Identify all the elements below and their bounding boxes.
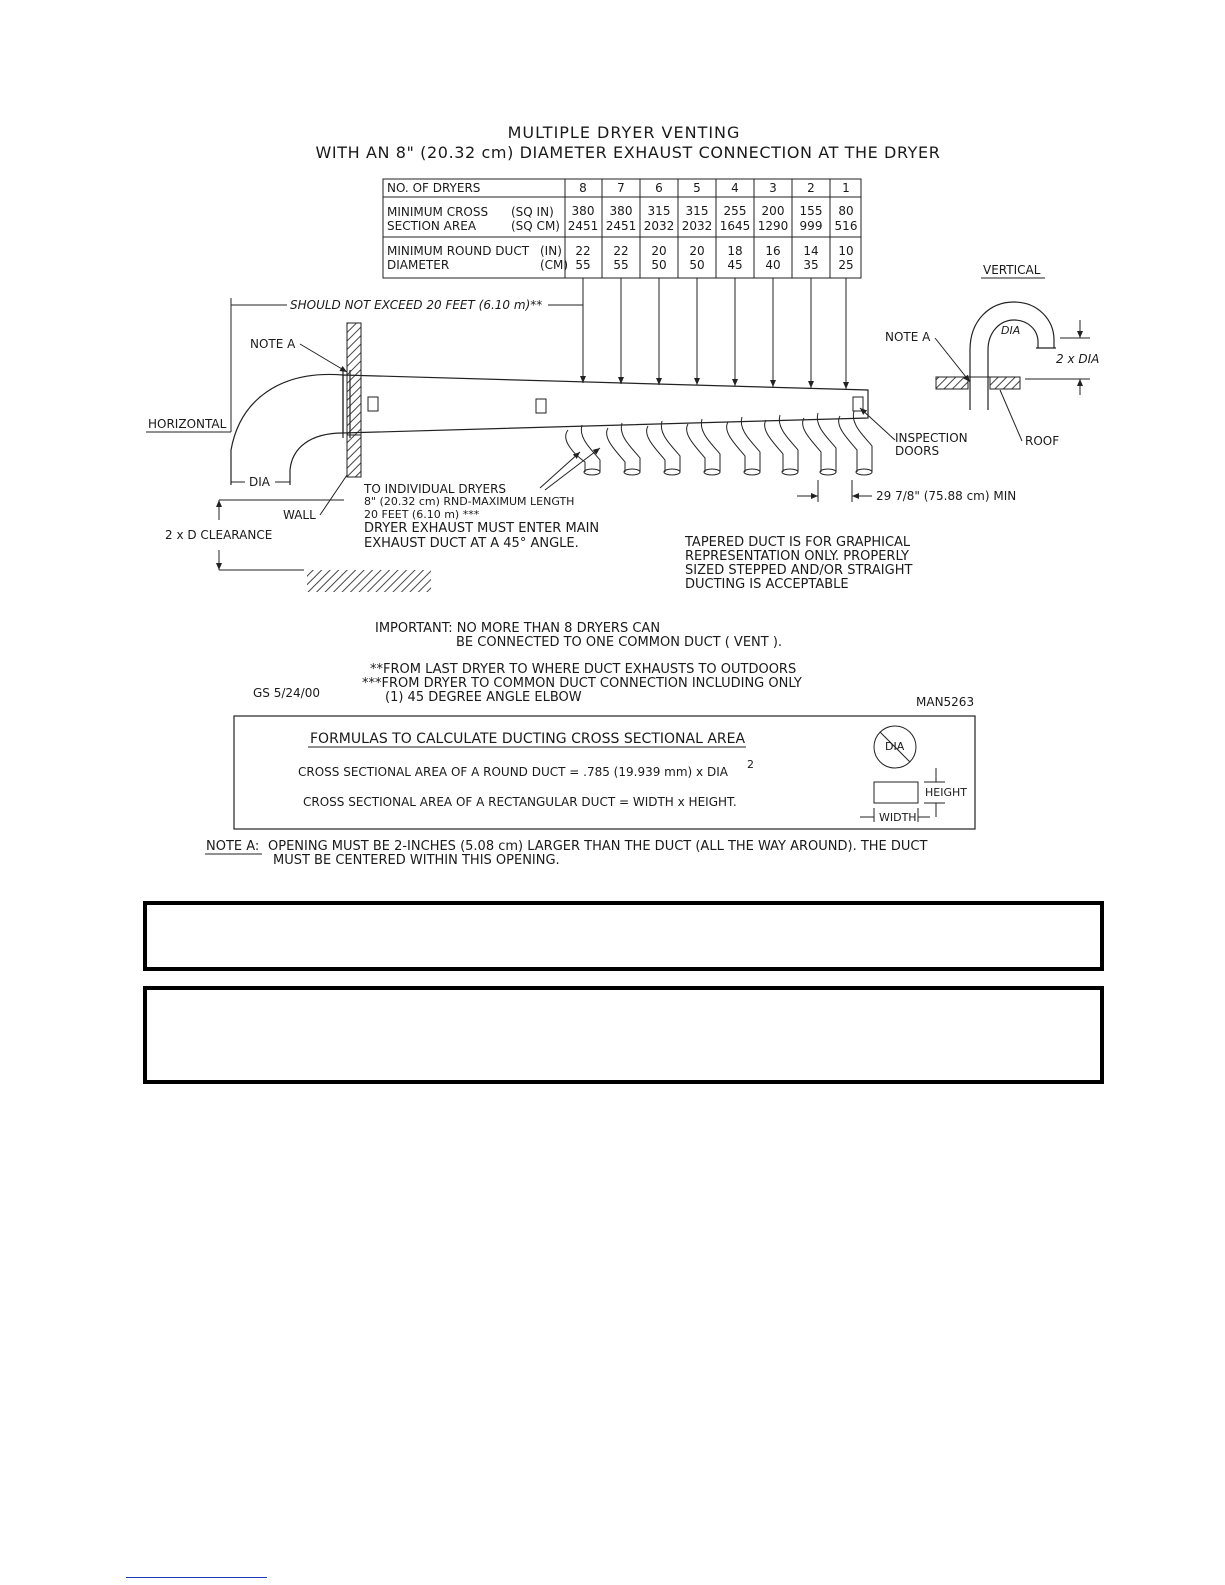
- note-a-line-2: MUST BE CENTERED WITHIN THIS OPENING.: [273, 853, 560, 868]
- dia-cm-cell: 25: [838, 258, 854, 272]
- inspection-label-2: DOORS: [895, 444, 940, 458]
- spacing-label: 29 7/8" (75.88 cm) MIN: [876, 489, 1017, 503]
- note-a-left: NOTE A: [250, 337, 296, 351]
- round-duct-formula-text: CROSS SECTIONAL AREA OF A ROUND DUCT = .785 (19.939 mm) x DIA: [298, 765, 728, 779]
- vertical-label: VERTICAL: [983, 263, 1041, 277]
- inspection-leader: [860, 408, 895, 440]
- to-dryers-line-5: EXHAUST DUCT AT A 45° ANGLE.: [364, 536, 579, 551]
- area-sq-in-cell: 155: [799, 204, 823, 218]
- floor-hatch: [307, 570, 431, 592]
- dryer-count-cell: 2: [807, 181, 815, 195]
- dia-unit-1: (IN): [540, 244, 562, 258]
- branch-ducts: [566, 411, 872, 475]
- to-dryers-line-2: 8" (20.32 cm) RND-MAXIMUM LENGTH: [364, 495, 575, 508]
- dia-cm-cell: 50: [651, 258, 667, 272]
- area-sq-in-cell: 380: [571, 204, 595, 218]
- area-sq-cm-cell: 2451: [605, 219, 637, 233]
- area-sq-cm-cell: 1645: [719, 219, 751, 233]
- tapered-line-2: REPRESENTATION ONLY. PROPERLY: [685, 549, 909, 564]
- max-length-dimension: [231, 298, 583, 432]
- dia-in-cell: 22: [613, 244, 629, 258]
- area-sq-cm-cell: 999: [799, 219, 823, 233]
- roof-left: [936, 377, 968, 389]
- formula-dia-label: DIA: [885, 740, 905, 753]
- table-header-label: NO. OF DRYERS: [387, 181, 481, 195]
- title-line-1: MULTIPLE DRYER VENTING: [507, 123, 741, 142]
- area-sq-cm-cell: 2032: [681, 219, 713, 233]
- inspection-doors: [368, 397, 863, 413]
- rect-duct-formula: CROSS SECTIONAL AREA OF A RECTANGULAR DUCT = WIDTH x HEIGHT.: [303, 795, 737, 809]
- roof-label: ROOF: [1025, 434, 1060, 448]
- area-sq-cm-cell: 516: [834, 219, 858, 233]
- round-duct-exponent: 2: [747, 758, 754, 771]
- roof-leader: [1000, 390, 1022, 441]
- roof-right: [990, 377, 1020, 389]
- empty-notice-box-2: [143, 986, 1104, 1084]
- formula-height-label: HEIGHT: [925, 786, 967, 799]
- tapered-line-4: DUCTING IS ACCEPTABLE: [685, 577, 849, 592]
- tapered-line-1: TAPERED DUCT IS FOR GRAPHICAL: [685, 535, 911, 550]
- footnote-double-star: **FROM LAST DRYER TO WHERE DUCT EXHAUSTS TO OUTDOORS: [370, 662, 797, 677]
- dia-label-1: MINIMUM ROUND DUCT: [387, 244, 530, 258]
- wall-label: WALL: [283, 508, 316, 522]
- horizontal-label: HORIZONTAL: [148, 417, 227, 431]
- important-line-1: IMPORTANT: NO MORE THAN 8 DRYERS CAN: [375, 621, 661, 636]
- dryer-count-cell: 4: [731, 181, 739, 195]
- area-sq-in-cell: 255: [723, 204, 747, 218]
- area-sq-in-cell: 315: [647, 204, 671, 218]
- dia-in-cell: 20: [689, 244, 705, 258]
- area-label-1: MINIMUM CROSS: [387, 205, 489, 219]
- inspection-label-1: INSPECTION: [895, 431, 968, 445]
- area-sq-in-cell: 380: [609, 204, 633, 218]
- footnote-triple-star: ***FROM DRYER TO COMMON DUCT CONNECTION INCLUDING ONLY: [362, 676, 802, 691]
- wall-lower: [347, 435, 361, 477]
- column-leader-lines: [583, 278, 846, 389]
- dia-label-2: DIAMETER: [387, 258, 450, 272]
- spacing-dimension: [797, 480, 872, 502]
- to-dryers-line-1: TO INDIVIDUAL DRYERS: [364, 482, 507, 496]
- area-label-2: SECTION AREA: [387, 219, 477, 233]
- dia-left-label: DIA: [249, 475, 270, 489]
- formula-width-label: WIDTH: [879, 811, 917, 824]
- dryer-count-cell: 7: [617, 181, 625, 195]
- important-line-2: BE CONNECTED TO ONE COMMON DUCT ( VENT ).: [456, 635, 783, 650]
- rect-duct-shape: [874, 782, 918, 803]
- dia-in-cell: 14: [803, 244, 819, 258]
- area-unit-2: (SQ CM): [511, 219, 560, 233]
- note-a-right: NOTE A: [885, 330, 931, 344]
- dia-cm-cell: 45: [727, 258, 743, 272]
- dia-in-cell: 20: [651, 244, 667, 258]
- dia-cm-cell: 50: [689, 258, 705, 272]
- dia-in-cell: 18: [727, 244, 743, 258]
- drawing-number: MAN5263: [916, 695, 975, 709]
- area-sq-cm-cell: 1290: [757, 219, 789, 233]
- wall-leader: [320, 475, 347, 515]
- footnote-elbow: (1) 45 DEGREE ANGLE ELBOW: [385, 690, 582, 705]
- vertical-gooseneck: [970, 302, 1056, 410]
- dryer-count-cell: 6: [655, 181, 663, 195]
- footnote-separator: [126, 1577, 267, 1578]
- round-duct-formula: [298, 765, 729, 779]
- dia-cm-cell: 55: [613, 258, 629, 272]
- tapered-line-3: SIZED STEPPED AND/OR STRAIGHT: [685, 563, 913, 578]
- dia-cm-cell: 55: [575, 258, 591, 272]
- dia-in-cell: 10: [838, 244, 854, 258]
- area-unit-1: (SQ IN): [511, 205, 554, 219]
- dryer-count-cell: 5: [693, 181, 701, 195]
- area-sq-cm-cell: 2032: [643, 219, 675, 233]
- dia-cm-cell: 35: [803, 258, 819, 272]
- vertical-dia-label: DIA: [1001, 324, 1021, 337]
- note-a-line-1: OPENING MUST BE 2-INCHES (5.08 cm) LARGER THAN THE DUCT (ALL THE WAY AROUND). THE DUCT: [268, 839, 928, 854]
- area-sq-in-cell: 315: [685, 204, 709, 218]
- dryer-count-cell: 8: [579, 181, 587, 195]
- formulas-heading: FORMULAS TO CALCULATE DUCTING CROSS SECTIONAL AREA: [310, 731, 746, 747]
- empty-notice-box-1: [143, 901, 1104, 971]
- to-dryers-line-3: 20 FEET (6.10 m) ***: [364, 508, 480, 521]
- dia-cm-cell: 40: [765, 258, 781, 272]
- two-x-dia-label: 2 x DIA: [1056, 352, 1100, 366]
- date-code: GS 5/24/00: [253, 686, 320, 700]
- note-a-label: NOTE A:: [206, 839, 260, 854]
- dia-in-cell: 16: [765, 244, 781, 258]
- dia-in-cell: 22: [575, 244, 591, 258]
- main-exhaust-duct: [231, 370, 868, 485]
- area-sq-in-cell: 200: [761, 204, 785, 218]
- dia-unit-2: (CM): [540, 258, 569, 272]
- dryer-count-cell: 1: [842, 181, 850, 195]
- title-line-2: WITH AN 8" (20.32 cm) DIAMETER EXHAUST CONNECTION AT THE DRYER: [315, 143, 941, 162]
- dryer-count-cell: 3: [769, 181, 777, 195]
- note-a-right-leader: [935, 338, 970, 382]
- to-dryers-line-4: DRYER EXHAUST MUST ENTER MAIN: [364, 521, 600, 536]
- max-length-label: SHOULD NOT EXCEED 20 FEET (6.10 m)**: [290, 298, 543, 312]
- area-sq-in-cell: 80: [838, 204, 854, 218]
- note-a-left-leader: [300, 344, 347, 372]
- clearance-label: 2 x D CLEARANCE: [165, 528, 273, 542]
- area-sq-cm-cell: 2451: [567, 219, 599, 233]
